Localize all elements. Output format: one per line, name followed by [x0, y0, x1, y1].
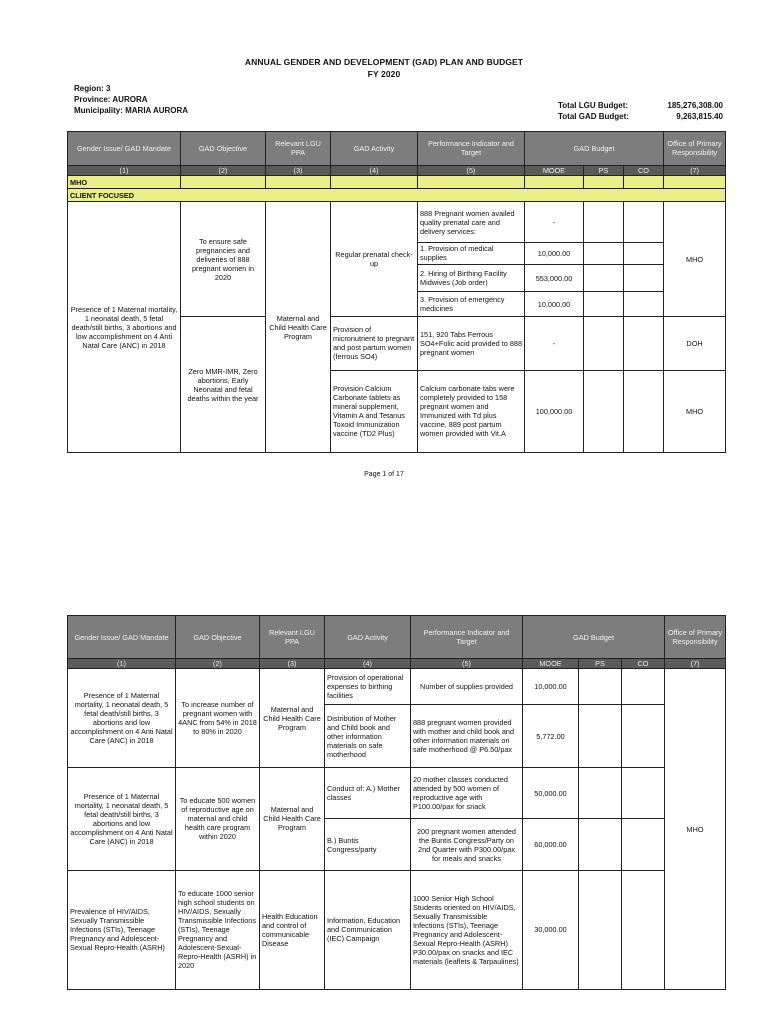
page-title [0, 56, 768, 80]
office-cell: DOH [664, 317, 726, 370]
activity-cell: Provision of operational expenses to birthing facilities [325, 669, 411, 705]
header-row [68, 616, 726, 659]
col-issue: Gender Issue/ GAD Mandate [68, 616, 176, 659]
col-objective: GAD Objective [176, 616, 260, 659]
objective-cell: Zero MMR-IMR, Zero abortions, Early Neonatal and fetal deaths within the year [181, 317, 266, 453]
col-objective: GAD Objective [181, 132, 266, 166]
indicator-cell: 3. Provision of emergency medicines [418, 292, 525, 317]
col-mooe: MOOE [525, 165, 584, 176]
activity-cell: Provision Calcium Carbonate tablets as mineral supplement, Vitamin A and Tetanus Toxoid Immunization vaccine (TD2 Plus) [331, 370, 418, 452]
col-indicator: Performance Indicator and Target [418, 132, 525, 166]
col-office: Office of Primary Responsibility [665, 616, 726, 659]
col-num-4: (4) [331, 165, 418, 176]
section-row-client-focused [68, 189, 726, 202]
table-row [68, 768, 726, 819]
mooe-cell: 30,000.00 [523, 870, 579, 989]
ppa-cell: Health Education and control of communicable Disease [260, 870, 325, 989]
lgu-budget-label: Total LGU Budget: [558, 101, 629, 110]
gad-budget-label: Total GAD Budget: [558, 112, 629, 121]
mooe-cell: 5,772.00 [523, 705, 579, 768]
column-number-row [68, 659, 726, 669]
mooe-cell: 50,000.00 [523, 768, 579, 819]
indicator-cell: 151, 920 Tabs Ferrous SO4+Folic acid provided to 888 pregnant women [418, 317, 525, 370]
activity-cell: Provision of micronutrient to pregnant and post partum women (ferrous SO4) [331, 317, 418, 370]
col-budget: GAD Budget [525, 132, 664, 166]
location-info [74, 83, 188, 116]
col-mooe: MOOE [523, 659, 579, 669]
subsection-label: CLIENT FOCUSED [68, 189, 726, 202]
activity-cell: Regular prenatal check-up [331, 202, 418, 317]
col-office: Office of Primary Responsibility [664, 132, 726, 166]
indicator-cell: 2. Hiring of Birthing Facility Midwives (Job order) [418, 265, 525, 292]
gad-budget-value: 9,263,815.40 [676, 112, 723, 121]
mooe-cell: 10,000.00 [525, 242, 584, 265]
col-ps: PS [584, 165, 624, 176]
table-row [68, 669, 726, 705]
indicator-cell: 20 mother classes conducted attended by 500 women of reproductive age with P100.00/pax for snack [411, 768, 523, 819]
col-issue: Gender Issue/ GAD Mandate [68, 132, 181, 166]
col-co: CO [624, 165, 664, 176]
lgu-budget-value: 185,276,308.00 [667, 101, 723, 110]
gender-issue-cell: Presence of 1 Maternal mortality, 1 neonatal death, 5 fetal death/still births, 3 abortions and low accomplishment on 4 Anti Natal Care (ANC) in 2018 [68, 202, 181, 453]
col-num-7: (7) [664, 165, 726, 176]
col-activity: GAD Activity [331, 132, 418, 166]
mooe-cell: - [525, 202, 584, 242]
activity-cell: Distribution of Mother and Child book and other information materials on safe motherhood [325, 705, 411, 768]
section-label: MHO [68, 176, 181, 189]
office-cell: MHO [665, 669, 726, 990]
objective-cell: To educate 1000 senior high school students on HIV/AIDS, Sexually Transmissible Infections (STIs), Teenage Pregnancy and Adolescent-Sexual-Repro-Health (ASRH) in 2020 [176, 870, 260, 989]
activity-cell: Conduct of: A.) Mother classes [325, 768, 411, 819]
col-activity: GAD Activity [325, 616, 411, 659]
mooe-cell: 553,000.00 [525, 265, 584, 292]
col-ppa: Relevant LGU PPA [266, 132, 331, 166]
table-row [68, 870, 726, 989]
objective-cell: To educate 500 women of reproductive age on maternal and child health care program within 2020 [176, 768, 260, 871]
column-number-row [68, 165, 726, 176]
ppa-cell: Maternal and Child Health Care Program [266, 202, 331, 453]
gender-issue-cell: Presence of 1 Maternal mortality, 1 neonatal death, 5 fetal death/still births, 3 abortions and low accomplishment on 4 Anti Natal Care (ANC) in 2018 [68, 768, 176, 871]
indicator-cell: 1. Provision of medical supplies [418, 242, 525, 265]
indicator-cell: Calcium carbonate tabs were completely provided to 158 pregnant women and Immunized with Td plus vaccine, 889 post partum women provided with Vit.A [418, 370, 525, 452]
plan-title: ANNUAL GENDER AND DEVELOPMENT (GAD) PLAN AND BUDGET [244, 57, 524, 67]
gad-table-page-2 [67, 615, 726, 990]
gad-budget-row [558, 111, 723, 122]
budget-totals [558, 100, 723, 122]
col-co: CO [622, 659, 665, 669]
col-indicator: Performance Indicator and Target [411, 616, 523, 659]
page-number: Page 1 of 17 [364, 471, 404, 478]
col-num-4: (4) [325, 659, 411, 669]
col-ppa: Relevant LGU PPA [260, 616, 325, 659]
gad-table-page-1 [67, 131, 726, 453]
fiscal-year: FY 2020 [367, 69, 401, 79]
col-num-7: (7) [665, 659, 726, 669]
header-row [68, 132, 726, 166]
indicator-cell: 200 pregnant women attended the Buntis Congress/Party on 2nd Quarter with P300.00/pax for meals and snacks [411, 819, 523, 870]
mooe-cell: 10,000.00 [525, 292, 584, 317]
province-label: Province: AURORA [74, 95, 148, 104]
col-num-2: (2) [176, 659, 260, 669]
mooe-cell: 100,000.00 [525, 370, 584, 452]
objective-cell: To ensure safe pregnancies and deliveries of 888 pregnant women in 2020 [181, 202, 266, 317]
indicator-cell: 1000 Senior High School Students oriented on HIV/AIDS, Sexually Transmissible Infections (STIs), Teenage Pregnancy and Adolescent-Sexual Repro-Health (ASRH) P30.00/pax on snacks and IEC materials (leaflets & Tarpaulines) [411, 870, 523, 989]
municipality-label: Municipality: MARIA AURORA [74, 106, 189, 115]
mooe-cell: 60,000.00 [523, 819, 579, 870]
objective-cell: To increase number of pregnant women with 4ANC from 54% in 2018 to 80% in 2020 [176, 669, 260, 768]
col-num-3: (3) [260, 659, 325, 669]
indicator-cell: 888 Pregnant women availed quality prenatal care and delivery services: [418, 202, 525, 242]
gender-issue-cell: Presence of 1 Maternal mortality, 1 neonatal death, 5 fetal death/still births, 3 abortions and low accomplishment on 4 Anti Natal Care (ANC) in 2018 [68, 669, 176, 768]
office-cell: MHO [664, 370, 726, 452]
office-cell: MHO [664, 202, 726, 317]
col-num-1: (1) [68, 165, 181, 176]
activity-cell: B.) Buntis Congress/party [325, 819, 411, 870]
region-label: Region: 3 [74, 84, 111, 93]
mooe-cell: 10,000.00 [523, 669, 579, 705]
indicator-cell: Number of supplies provided [411, 669, 523, 705]
table-row [68, 202, 726, 242]
col-num-3: (3) [266, 165, 331, 176]
col-num-5: (5) [411, 659, 523, 669]
indicator-cell: 888 pregnant women provided with mother and child book and other information materials on safe motherhood @ P6.50/pax [411, 705, 523, 768]
col-num-5: (5) [418, 165, 525, 176]
ppa-cell: Maternal and Child Health Care Program [260, 768, 325, 871]
activity-cell: Information, Education and Communication (IEC) Campaign [325, 870, 411, 989]
gender-issue-cell: Prevalence of HIV/AIDS, Sexually Transmissible Infections (STIs), Teenage Pregnancy and Adolescent-Sexual Repro-Health (ASRH) [68, 870, 176, 989]
col-num-2: (2) [181, 165, 266, 176]
col-budget: GAD Budget [523, 616, 665, 659]
lgu-budget-row [558, 100, 723, 111]
mooe-cell: - [525, 317, 584, 370]
col-ps: PS [579, 659, 622, 669]
col-num-1: (1) [68, 659, 176, 669]
section-row-mho [68, 176, 726, 189]
ppa-cell: Maternal and Child Health Care Program [260, 669, 325, 768]
